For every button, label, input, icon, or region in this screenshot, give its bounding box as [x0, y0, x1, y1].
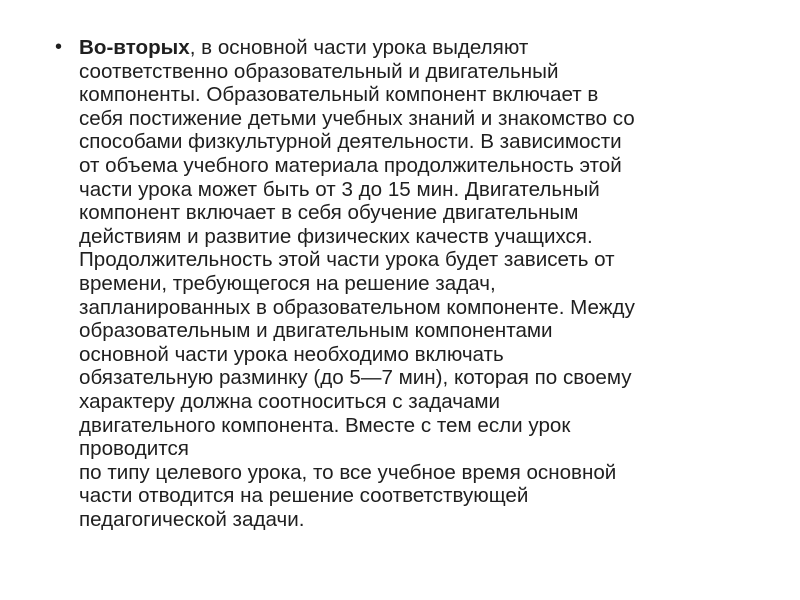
bullet-list	[55, 36, 755, 531]
text-line: компоненты. Образовательный компонент включает в	[79, 83, 599, 107]
text-line-1-rest: , в основной части урока выделяют	[189, 36, 529, 59]
text-line	[79, 36, 755, 60]
text-line: характеру должна соотноситься с задачами	[79, 389, 501, 413]
text-line: образовательным и двигательным компонентами	[79, 319, 553, 343]
text-line: Продолжительность этой части урока будет зависеть от	[79, 248, 615, 272]
text-line: основной части урока необходимо включать	[79, 342, 504, 366]
bullet-marker: •	[55, 36, 63, 58]
text-line: способами физкультурной деятельности. В зависимости	[79, 130, 622, 154]
text-line: части отводится на решение соответствующей	[79, 484, 529, 508]
text-line: времени, требующегося на решение задач,	[79, 271, 496, 295]
text-line: проводится	[79, 437, 189, 461]
text-line: соответственно образовательный и двигательный	[79, 59, 559, 83]
bullet-item	[55, 36, 755, 531]
text-line: по типу целевого урока, то все учебное время основной	[79, 460, 617, 484]
text-line: двигательного компонента. Вместе с тем если урок	[79, 413, 571, 437]
text-line: запланированных в образовательном компоненте. Между	[79, 295, 635, 319]
text-line: себя постижение детьми учебных знаний и знакомство со	[79, 106, 635, 130]
slide-content	[55, 36, 755, 531]
text-line: компонент включает в себя обучение двигательным	[79, 201, 579, 225]
lead-term: Во-вторых	[79, 36, 190, 59]
text-line: педагогической задачи.	[79, 507, 305, 531]
text-line: от объема учебного материала продолжительность этой	[79, 153, 622, 177]
text-line: части урока может быть от 3 до 15 мин. Двигательный	[79, 177, 600, 201]
text-line: действиям и развитие физических качеств учащихся.	[79, 224, 593, 248]
text-line: обязательную разминку (до 5—7 мин), которая по своему	[79, 366, 632, 390]
